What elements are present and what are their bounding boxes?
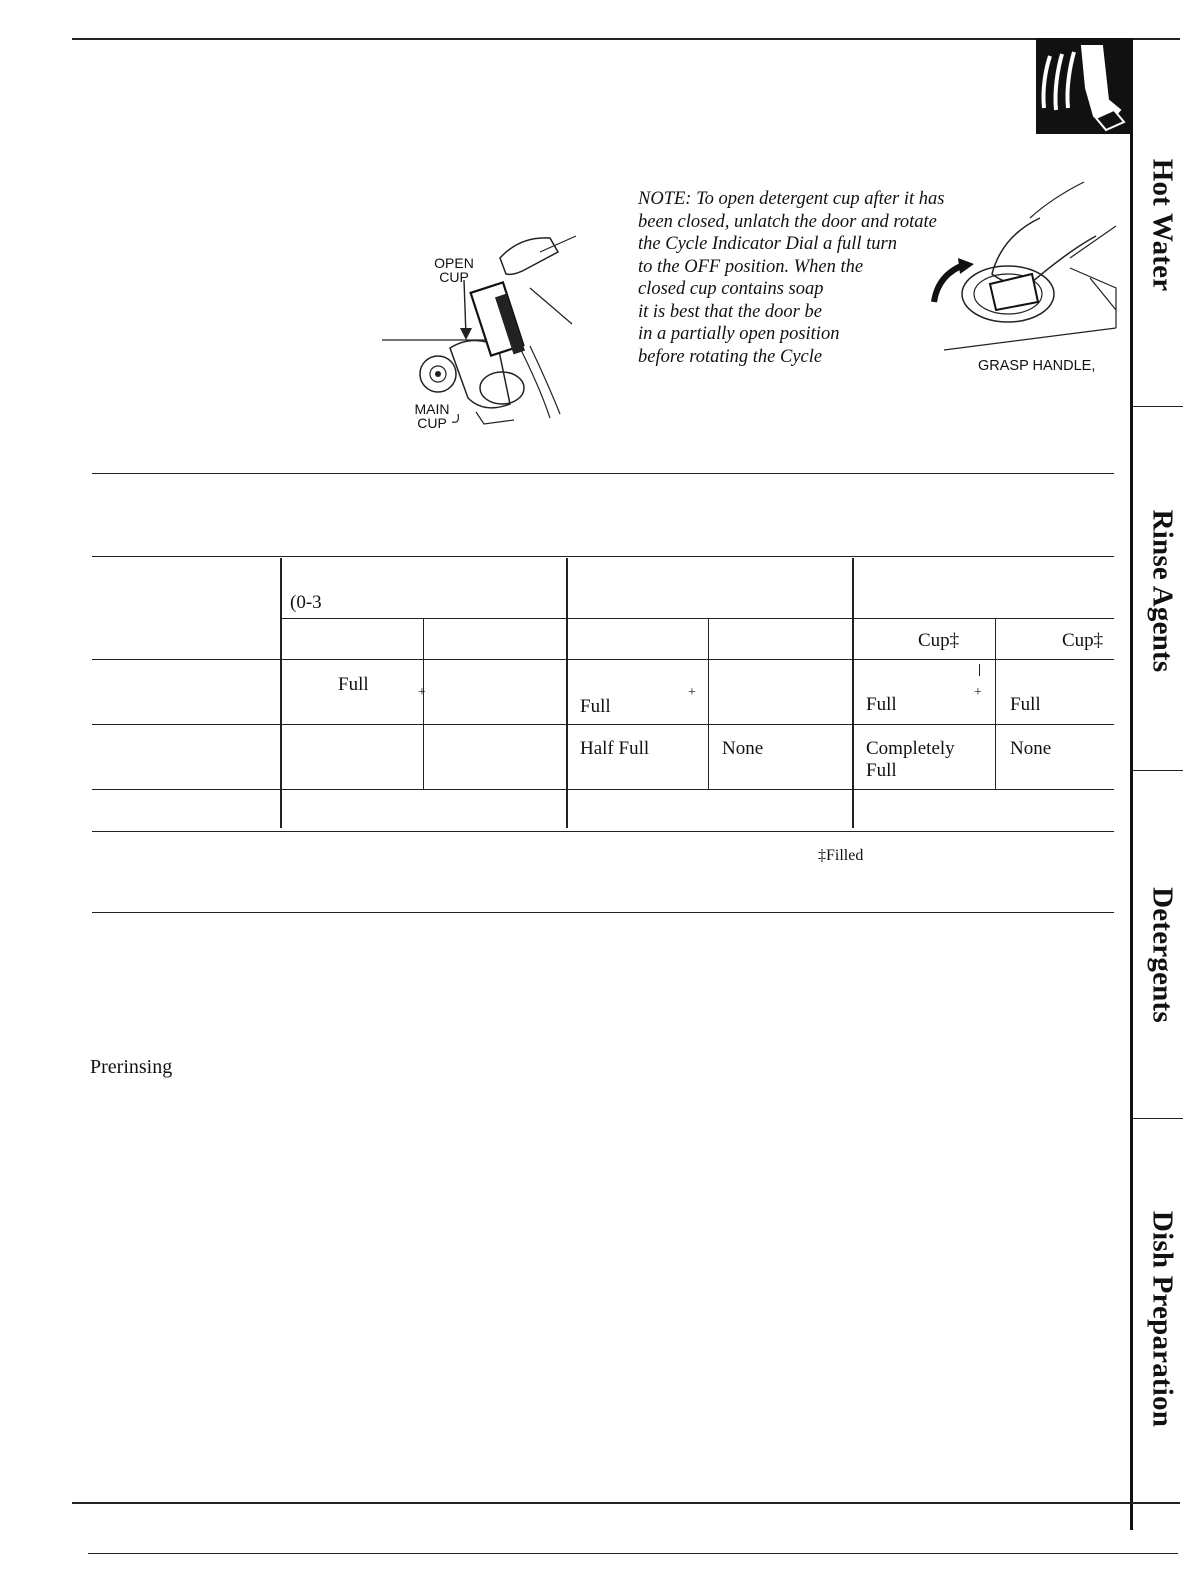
tab-dish-preparation[interactable] bbox=[1135, 1184, 1189, 1454]
top-rule bbox=[72, 38, 1180, 40]
note-line: in a partially open position bbox=[638, 324, 840, 344]
plus-mark: + bbox=[688, 685, 696, 700]
table-footnote: ‡Filled bbox=[818, 847, 864, 864]
tick-mark bbox=[979, 664, 980, 676]
plus-mark: + bbox=[418, 685, 426, 700]
note-line: to the OFF position. When the bbox=[638, 256, 864, 277]
table-subcolumn-divider bbox=[423, 618, 424, 790]
note-line: it is best that the door be bbox=[638, 301, 822, 322]
tab-divider bbox=[1133, 770, 1183, 771]
table-cell: None bbox=[1010, 738, 1052, 759]
table-group-divider bbox=[852, 558, 854, 828]
cup-column-header: Cup‡ bbox=[1062, 630, 1104, 651]
table-rule bbox=[92, 724, 1114, 725]
table-rule bbox=[92, 659, 1114, 660]
open-cup-label: OPEN CUP bbox=[434, 255, 474, 285]
tab-label: Rinse Agents bbox=[1146, 509, 1179, 673]
tab-detergents[interactable] bbox=[1135, 872, 1189, 1038]
tab-label: Hot Water bbox=[1146, 158, 1179, 292]
table-cell: Half Full bbox=[580, 738, 650, 759]
table-rule bbox=[280, 618, 1114, 619]
note-line: been closed, unlatch the door and rotate bbox=[638, 211, 937, 232]
main-cup-label: MAIN CUP bbox=[414, 401, 450, 431]
tab-rinse-agents[interactable] bbox=[1135, 486, 1189, 696]
tab-divider bbox=[1133, 406, 1183, 407]
note-line: closed cup contains soap bbox=[638, 279, 824, 299]
grasp-handle-caption: GRASP HANDLE, bbox=[978, 358, 1096, 374]
footer-rule bbox=[88, 1553, 1178, 1554]
hand-pressing-button-icon bbox=[1036, 38, 1131, 134]
bottom-rule bbox=[72, 1502, 1180, 1504]
table-cell: Full bbox=[1010, 694, 1041, 715]
table-bottom-rule bbox=[92, 831, 1114, 832]
table-cell: Full bbox=[580, 696, 611, 717]
tab-label: Detergents bbox=[1146, 887, 1179, 1023]
plus-mark: + bbox=[974, 685, 982, 700]
grasp-handle-illustration bbox=[920, 178, 1120, 358]
table-rule bbox=[92, 789, 1114, 790]
table-top-rule bbox=[92, 556, 1114, 557]
cup-column-header: Cup‡ bbox=[918, 630, 960, 651]
table-group-divider bbox=[280, 558, 282, 828]
section-rule bbox=[92, 912, 1114, 913]
prerinsing-heading: Prerinsing bbox=[90, 1056, 173, 1078]
table-cell: None bbox=[722, 738, 764, 759]
section-rule bbox=[92, 473, 1114, 474]
detergent-cup-illustration bbox=[380, 228, 580, 438]
tab-hot-water[interactable] bbox=[1135, 140, 1189, 310]
note-line: the Cycle Indicator Dial a full turn bbox=[638, 234, 897, 254]
note-line: NOTE: To open detergent cup after it has bbox=[638, 189, 945, 209]
tab-label: Dish Preparation bbox=[1146, 1210, 1179, 1428]
table-cell: Completely Full bbox=[866, 738, 955, 781]
table-cell: Full bbox=[866, 694, 897, 715]
tab-column-border bbox=[1130, 38, 1133, 1530]
table-subcolumn-divider bbox=[708, 618, 709, 790]
note-line: before rotating the Cycle bbox=[638, 346, 823, 367]
tab-divider bbox=[1133, 1118, 1183, 1119]
table-group-divider bbox=[566, 558, 568, 828]
water-hardness-header: (0-3 bbox=[290, 592, 322, 613]
table-cell: Full bbox=[338, 674, 369, 695]
table-subcolumn-divider bbox=[995, 618, 996, 790]
